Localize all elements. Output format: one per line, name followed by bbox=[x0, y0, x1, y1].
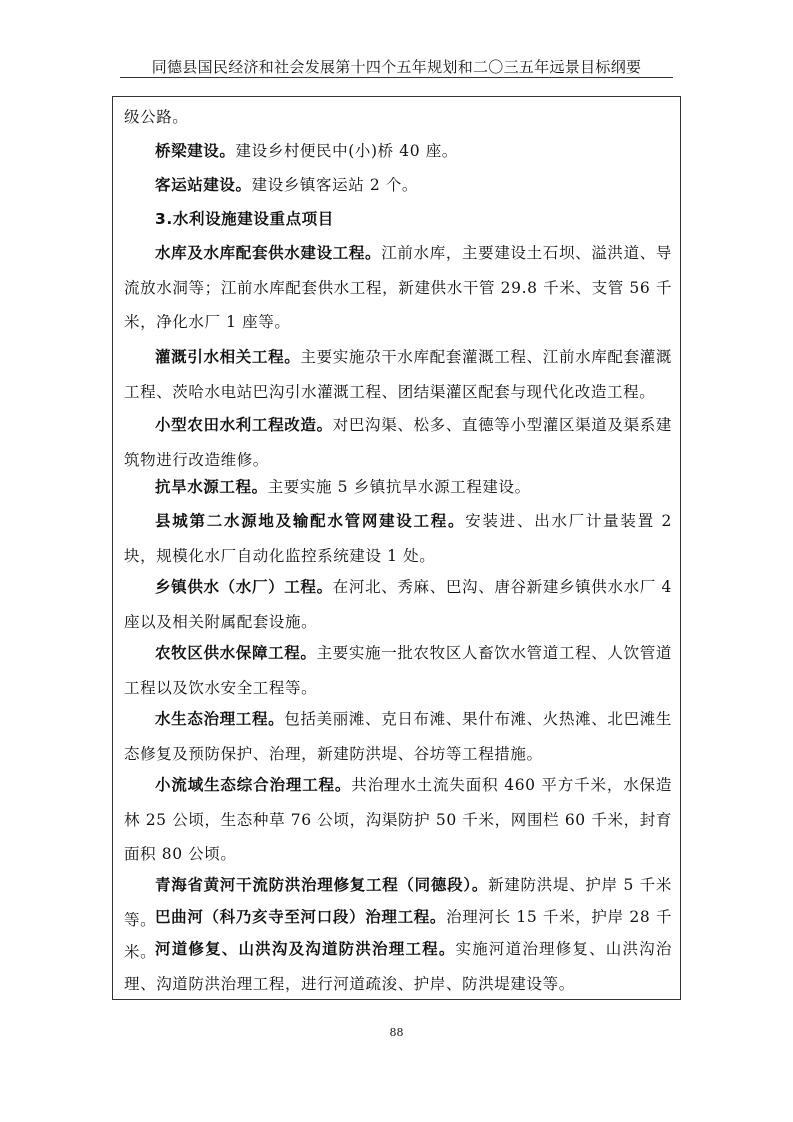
para-text: 江前水库，主要建设土石坝、溢洪道、导流放水洞等；江前水库配套供水工程，新建供水干管 29.8 千米、支管 56 千米，净化水厂 1 座等。 bbox=[124, 244, 672, 331]
header-rule bbox=[120, 77, 673, 78]
para-text: 建设乡村便民中(小)桥 40 座。 bbox=[235, 142, 458, 160]
para-heading: 小型农田水利工程改造。 bbox=[155, 416, 333, 434]
para-heading: 青海省黄河干流防洪治理修复工程（同德段）。 bbox=[155, 876, 489, 894]
section-heading bbox=[124, 202, 672, 237]
paragraph-10 bbox=[124, 636, 672, 705]
para-text: 级公路。 bbox=[124, 108, 189, 126]
para-heading: 河道修复、山洪沟及沟道防洪治理工程。 bbox=[155, 940, 456, 958]
para-heading: 桥梁建设。 bbox=[155, 142, 236, 160]
running-header: 同德县国民经济和社会发展第十四个五年规划和二〇三五年远景目标纲要 bbox=[151, 58, 642, 76]
para-heading: 农牧区供水保障工程。 bbox=[155, 644, 317, 662]
para-heading: 小流域生态综合治理工程。 bbox=[155, 776, 352, 794]
para-text: 安装进、出水厂计量装置 2 块，规模化水厂自动化监控系统建设 1 处。 bbox=[124, 512, 672, 565]
para-text: 建设乡镇客运站 2 个。 bbox=[251, 176, 419, 194]
para-text: 主要实施 5 乡镇抗旱水源工程建设。 bbox=[267, 478, 531, 496]
para-heading: 水生态治理工程。 bbox=[155, 710, 285, 728]
paragraph-6 bbox=[124, 408, 672, 477]
paragraph-11 bbox=[124, 702, 672, 771]
para-text: 治理河长 15 千米，护岸 28 千米。 bbox=[124, 908, 672, 961]
paragraph-0 bbox=[124, 100, 672, 135]
paragraph-1 bbox=[124, 134, 672, 169]
para-text: 主要实施尕干水库配套灌溉工程、江前水库配套灌溉工程、茨哈水电站巴沟引水灌溉工程、团结渠灌区配套与现代化改造工程。 bbox=[124, 348, 672, 401]
para-text: 共治理水土流失面积 460 平方千米，水保造林 25 公顷，生态种草 76 公顷，沟渠防护 50 千米，网围栏 60 千米，封育面积 80 公顷。 bbox=[124, 776, 672, 863]
para-heading: 水库及水库配套供水建设工程。 bbox=[155, 244, 382, 262]
para-heading: 县城第二水源地及输配水管网建设工程。 bbox=[155, 512, 466, 530]
para-text: 实施河道治理修复、山洪沟治理、沟道防洪治理工程，进行河道疏浚、护岸、防洪堤建设等。 bbox=[124, 940, 672, 993]
para-text: 在河北、秀麻、巴沟、唐谷新建乡镇供水水厂 4 座以及相关附属配套设施。 bbox=[124, 578, 672, 631]
paragraph-15 bbox=[124, 932, 672, 1001]
page-number: 88 bbox=[389, 1026, 404, 1039]
para-text: 新建防洪堤、护岸 5 千米等。 bbox=[124, 876, 672, 929]
paragraph-2 bbox=[124, 168, 672, 203]
para-text: 主要实施一批农牧区人畜饮水管道工程、人饮管道工程以及饮水安全工程等。 bbox=[124, 644, 672, 697]
para-heading: 巴曲河（科乃亥寺至河口段）治理工程。 bbox=[155, 908, 447, 926]
para-heading: 抗旱水源工程。 bbox=[155, 478, 268, 496]
para-heading: 乡镇供水（水厂）工程。 bbox=[155, 578, 333, 596]
para-heading: 灌溉引水相关工程。 bbox=[155, 348, 301, 366]
paragraph-7 bbox=[124, 470, 672, 505]
paragraph-12 bbox=[124, 768, 672, 872]
paragraph-9 bbox=[124, 570, 672, 639]
paragraph-4 bbox=[124, 236, 672, 340]
paragraph-5 bbox=[124, 340, 672, 409]
para-heading: 客运站建设。 bbox=[155, 176, 252, 194]
para-text: 对巴沟渠、松多、直德等小型灌区渠道及渠系建筑物进行改造维修。 bbox=[124, 416, 672, 469]
section-title: 3.水利设施建设重点项目 bbox=[155, 210, 334, 228]
paragraph-8 bbox=[124, 504, 672, 573]
para-text: 包括美丽滩、克日布滩、果什布滩、火热滩、北巴滩生态修复及预防保护、治理，新建防洪堤、谷坊等工程措施。 bbox=[124, 710, 672, 763]
